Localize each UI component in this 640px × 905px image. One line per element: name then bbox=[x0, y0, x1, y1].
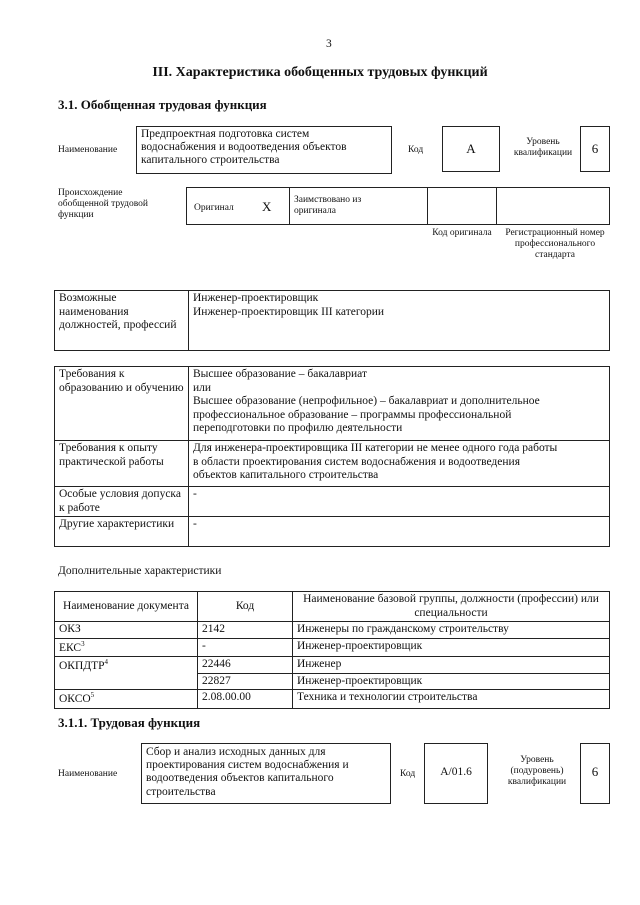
requirements-label: Особые условия допуска к работе bbox=[55, 487, 189, 517]
additional-table bbox=[54, 591, 610, 709]
section-311-level-label: Уровень (подуровень) квалификации bbox=[507, 755, 567, 787]
section-31-name-label: Наименование bbox=[58, 145, 118, 155]
origin-borrowed-label: Заимствовано из оригинала bbox=[294, 195, 362, 216]
additional-header-doc: Наименование документа bbox=[55, 592, 198, 622]
origin-original-label: Оригинал bbox=[194, 203, 234, 213]
requirements-value bbox=[189, 441, 610, 487]
requirements-value bbox=[189, 367, 610, 441]
additional-name: Техника и технологии строительства bbox=[293, 690, 610, 708]
section-311-code-value: A/01.6 bbox=[440, 766, 472, 778]
additional-header-name: Наименование базовой группы, должности (профессии) или специальности bbox=[293, 592, 610, 622]
additional-name: Инженер bbox=[293, 657, 610, 674]
additional-code: 2.08.00.00 bbox=[198, 690, 293, 708]
section-311-name-label: Наименование bbox=[58, 769, 118, 779]
section-31-code-label: Код bbox=[408, 145, 424, 155]
section-31-name-value: Предпроектная подготовка систем водоснабжения и водоотведения объектов капитального строительства bbox=[141, 128, 347, 167]
additional-code: - bbox=[198, 638, 293, 656]
page-title: III. Характеристика обобщенных трудовых функций bbox=[152, 65, 488, 80]
section-311-title: 3.1.1. Трудовая функция bbox=[58, 715, 201, 730]
origin-code-label: Код оригинала bbox=[432, 228, 492, 238]
additional-code: 22446 bbox=[198, 657, 293, 674]
additional-name: Инженер-проектировщик bbox=[293, 673, 610, 690]
requirements-line: Высшее образование (непрофильное) – бакалавриат и дополнительное bbox=[193, 395, 540, 408]
requirements-line: объектов капитального строительства bbox=[193, 469, 379, 482]
additional-code: 22827 bbox=[198, 673, 293, 690]
section-311-name-value: Сбор и анализ исходных данных для проектирования систем водоснабжения и водоотведения объектов капитального строительства bbox=[146, 746, 349, 798]
additional-doc: ОКПДТР$^4$ bbox=[55, 657, 198, 690]
additional-title: Дополнительные характеристики bbox=[58, 565, 222, 577]
section-31-code-value: A bbox=[466, 141, 476, 156]
section-31-title: 3.1. Обобщенная трудовая функция bbox=[58, 97, 267, 112]
origin-label: Происхождение обобщенной трудовой функции bbox=[58, 188, 148, 220]
additional-name: Инженер-проектировщик bbox=[293, 638, 610, 656]
requirements-line: - bbox=[193, 488, 197, 500]
positions-line: Инженер-проектировщик III категории bbox=[193, 305, 385, 318]
requirements-table bbox=[54, 366, 610, 547]
positions-table bbox=[54, 290, 610, 351]
requirements-value bbox=[189, 487, 610, 517]
requirements-line: - bbox=[193, 518, 197, 531]
section-31-level-label: Уровень квалификации bbox=[513, 137, 573, 158]
additional-header-code: Код bbox=[198, 592, 293, 622]
origin-original-mark: X bbox=[262, 199, 272, 214]
section-31-level-value: 6 bbox=[591, 141, 599, 156]
additional-doc: ОКЗ bbox=[55, 622, 198, 639]
positions-line: Инженер-проектировщик bbox=[193, 292, 319, 304]
requirements-line: в области проектирования систем водоснабжения и водоотведения bbox=[193, 455, 520, 468]
positions-label: Возможные наименования должностей, профессий bbox=[55, 291, 189, 351]
positions-values bbox=[189, 291, 610, 351]
additional-code: 2142 bbox=[198, 622, 293, 639]
section-311-level-value: 6 bbox=[591, 764, 599, 779]
origin-reg-label: Регистрационный номер профессионального стандарта bbox=[505, 228, 605, 260]
requirements-line: Высшее образование – бакалавриат bbox=[193, 368, 367, 380]
requirements-label: Требования к опыту практической работы bbox=[55, 441, 189, 487]
origin-grid bbox=[186, 187, 610, 225]
requirements-label: Другие характеристики bbox=[55, 517, 189, 547]
requirements-value bbox=[189, 517, 610, 547]
requirements-label: Требования к образованию и обучению bbox=[55, 367, 189, 441]
additional-doc: ОКСО$^5$ bbox=[55, 690, 198, 708]
page-number: 3 bbox=[326, 38, 332, 50]
requirements-line: профессиональное образование – программы профессиональной bbox=[193, 408, 512, 421]
requirements-line: или bbox=[193, 381, 212, 394]
section-311-code-label: Код bbox=[400, 769, 416, 779]
requirements-line: Для инженера-проектировщика III категории не менее одного года работы bbox=[193, 442, 558, 454]
additional-doc: ЕКС$^3$ bbox=[55, 638, 198, 656]
additional-name: Инженеры по гражданскому строительству bbox=[293, 622, 610, 639]
requirements-line: переподготовки по профилю деятельности bbox=[193, 422, 403, 435]
